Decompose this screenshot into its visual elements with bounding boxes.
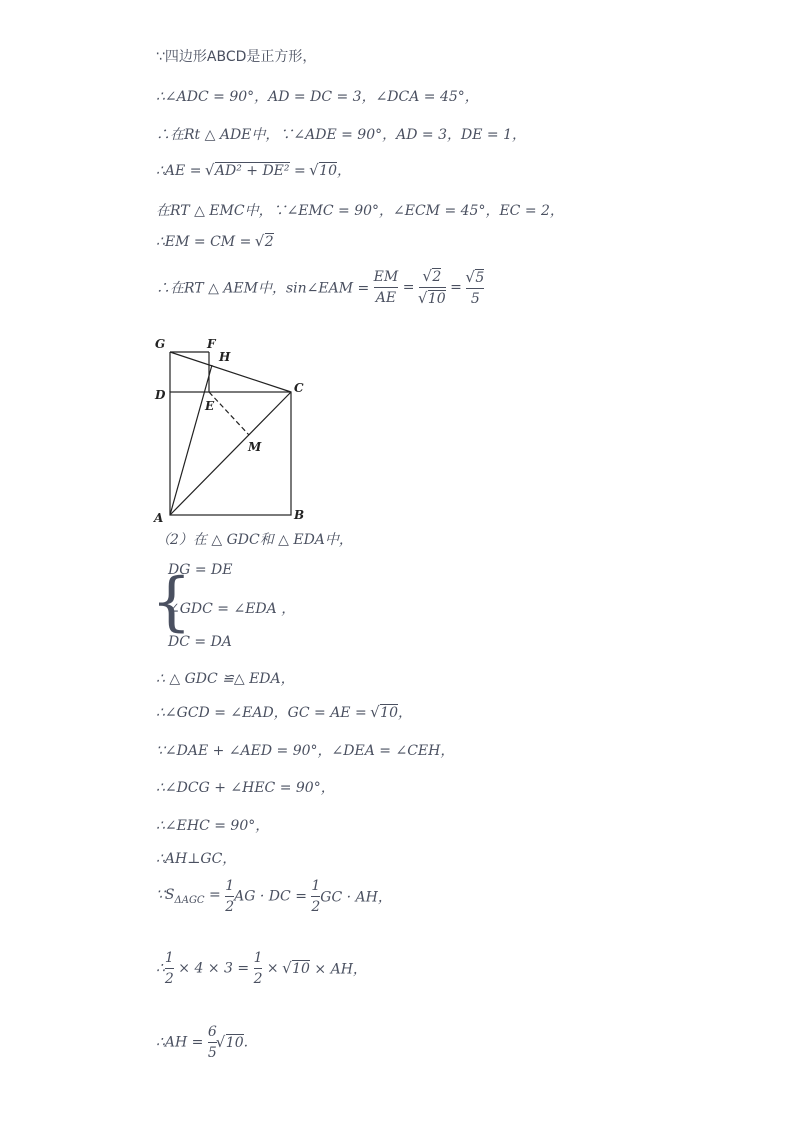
therefore: ∴ bbox=[156, 960, 165, 977]
fraction-sqrt2-sqrt10 bbox=[419, 268, 446, 307]
system-row-2: ∠GDC = ∠EDA ， bbox=[168, 601, 296, 617]
frac-bar bbox=[165, 968, 174, 969]
label-b: B bbox=[294, 508, 305, 522]
frac-bar bbox=[466, 288, 484, 289]
fraction-em-ae bbox=[374, 269, 399, 306]
times-sign: × bbox=[262, 960, 284, 977]
label-c: C bbox=[294, 381, 304, 395]
label-h: H bbox=[219, 350, 231, 364]
sqrt-2 bbox=[256, 233, 274, 250]
fraction-half-2 bbox=[311, 878, 320, 915]
comma: ， bbox=[398, 705, 412, 721]
area-post: GC · AH， bbox=[320, 889, 392, 906]
sqrt-5 bbox=[466, 269, 484, 286]
area-mid: AG · DC = bbox=[234, 888, 312, 905]
frac-den: 2 bbox=[253, 971, 263, 987]
line-dae-aed: ∵∠DAE + ∠AED = 90°，∠DEA = ∠CEH， bbox=[156, 743, 455, 759]
line-adc-angle: ∴∠ADC = 90°，AD = DC = 3，∠DCA = 45°， bbox=[156, 89, 479, 105]
compute-post: × AH， bbox=[309, 961, 367, 978]
sqrt-10 bbox=[419, 290, 446, 307]
segment-ac bbox=[170, 392, 291, 515]
sqrt-2 bbox=[423, 268, 441, 285]
label-g: G bbox=[155, 337, 166, 351]
frac-den: AE bbox=[375, 290, 397, 306]
area-prefix bbox=[156, 887, 226, 906]
line-dcg-hec: ∴∠DCG + ∠HEC = 90°， bbox=[156, 780, 335, 796]
frac-bar bbox=[254, 968, 263, 969]
line-part2-intro: （2）在 △ GDC和 △ EDA中， bbox=[156, 532, 353, 548]
geometry-figure bbox=[150, 332, 320, 527]
segment-ah bbox=[170, 365, 212, 515]
label-m: M bbox=[248, 440, 262, 454]
label-e: E bbox=[205, 399, 215, 413]
ae-prefix: ∴AE = bbox=[156, 163, 206, 179]
radicand: 5 bbox=[475, 269, 485, 286]
eq-sign: = bbox=[289, 163, 311, 179]
frac-num: 1 bbox=[253, 950, 263, 966]
line-ah-result bbox=[156, 1024, 248, 1061]
eq-sign: = bbox=[450, 279, 462, 296]
frac-bar bbox=[419, 287, 446, 288]
fraction-sqrt5-5 bbox=[466, 269, 484, 307]
line-ae-value bbox=[156, 160, 351, 180]
frac-den: 2 bbox=[311, 899, 321, 915]
frac-num: 1 bbox=[311, 878, 321, 894]
frac-num: 1 bbox=[225, 878, 235, 894]
segment-em bbox=[209, 392, 249, 435]
radicand: 2 bbox=[432, 269, 442, 285]
em-prefix: ∴EM = CM = bbox=[156, 234, 256, 250]
eq-sign: = bbox=[402, 279, 415, 296]
label-d: D bbox=[155, 388, 166, 402]
radicand: 10 bbox=[292, 961, 310, 977]
label-a: A bbox=[154, 511, 164, 525]
system-brace: { bbox=[151, 565, 192, 639]
line-gcd-ead bbox=[156, 702, 412, 722]
sin-prefix: ∴在RT △ AEM中，sin∠EAM = bbox=[156, 280, 374, 297]
radicand: 10 bbox=[380, 705, 398, 721]
sqrt-ad-de bbox=[206, 162, 290, 179]
frac-num bbox=[419, 268, 446, 285]
frac-bar bbox=[374, 287, 399, 288]
frac-num: 6 bbox=[207, 1024, 217, 1040]
frac-num bbox=[466, 269, 484, 286]
line-area-compute bbox=[156, 950, 367, 987]
sqrt-10 bbox=[283, 960, 310, 977]
line-rt-ade: ∴在Rt △ ADE中，∵∠ADE = 90°，AD = 3，DE = 1， bbox=[156, 127, 526, 143]
frac-den: 5 bbox=[470, 290, 480, 307]
fraction-half-1 bbox=[225, 878, 234, 915]
frac-bar bbox=[225, 896, 234, 897]
sqrt-10 bbox=[217, 1034, 244, 1051]
frac-den bbox=[419, 290, 446, 307]
frac-den: 5 bbox=[207, 1045, 217, 1061]
line-sin-eam bbox=[156, 268, 484, 307]
radicand-10: 10 bbox=[319, 163, 337, 179]
line-square-premise: ∵四边形ABCD是正方形， bbox=[156, 49, 317, 65]
comma: ， bbox=[336, 163, 351, 179]
frac-bar bbox=[311, 896, 320, 897]
line-ehc: ∴∠EHC = 90°， bbox=[156, 818, 270, 834]
gc-prefix: ∴∠GCD = ∠EAD，GC = AE = bbox=[156, 705, 372, 721]
sqrt-10 bbox=[371, 704, 398, 721]
period: . bbox=[243, 1034, 249, 1051]
radicand-2: 2 bbox=[264, 234, 274, 250]
sqrt-10 bbox=[310, 162, 337, 179]
line-ah-perp-gc: ∴AH⊥GC， bbox=[156, 851, 237, 867]
radicand: 10 bbox=[225, 1035, 244, 1051]
area-subscript: ΔAGC bbox=[174, 894, 205, 906]
line-rt-emc: 在RT △ EMC中，∵∠EMC = 90°，∠ECM = 45°，EC = 2， bbox=[156, 203, 564, 219]
area-s: ∵S bbox=[156, 887, 175, 904]
line-area-agc bbox=[156, 878, 392, 915]
fraction-half-4 bbox=[254, 950, 263, 987]
line-em-cm bbox=[156, 233, 274, 250]
eq-sign: = bbox=[204, 887, 226, 904]
label-f: F bbox=[207, 337, 216, 351]
compute-mid: × 4 × 3 = bbox=[173, 960, 254, 977]
system-row-3: DC = DA bbox=[168, 634, 232, 650]
frac-den: 2 bbox=[225, 899, 235, 915]
fraction-half-3 bbox=[165, 950, 174, 987]
radicand-ad-de: AD² + DE² bbox=[214, 163, 290, 179]
frac-num: EM bbox=[373, 269, 399, 285]
frac-num: 1 bbox=[164, 950, 174, 966]
radicand: 10 bbox=[427, 291, 446, 307]
segment-gc bbox=[170, 352, 291, 392]
frac-den: 2 bbox=[164, 971, 174, 987]
ah-prefix: ∴AH = bbox=[156, 1034, 208, 1051]
line-congruent: ∴ △ GDC ≌△ EDA， bbox=[156, 671, 295, 687]
system-row-1: DG = DE bbox=[168, 562, 233, 578]
